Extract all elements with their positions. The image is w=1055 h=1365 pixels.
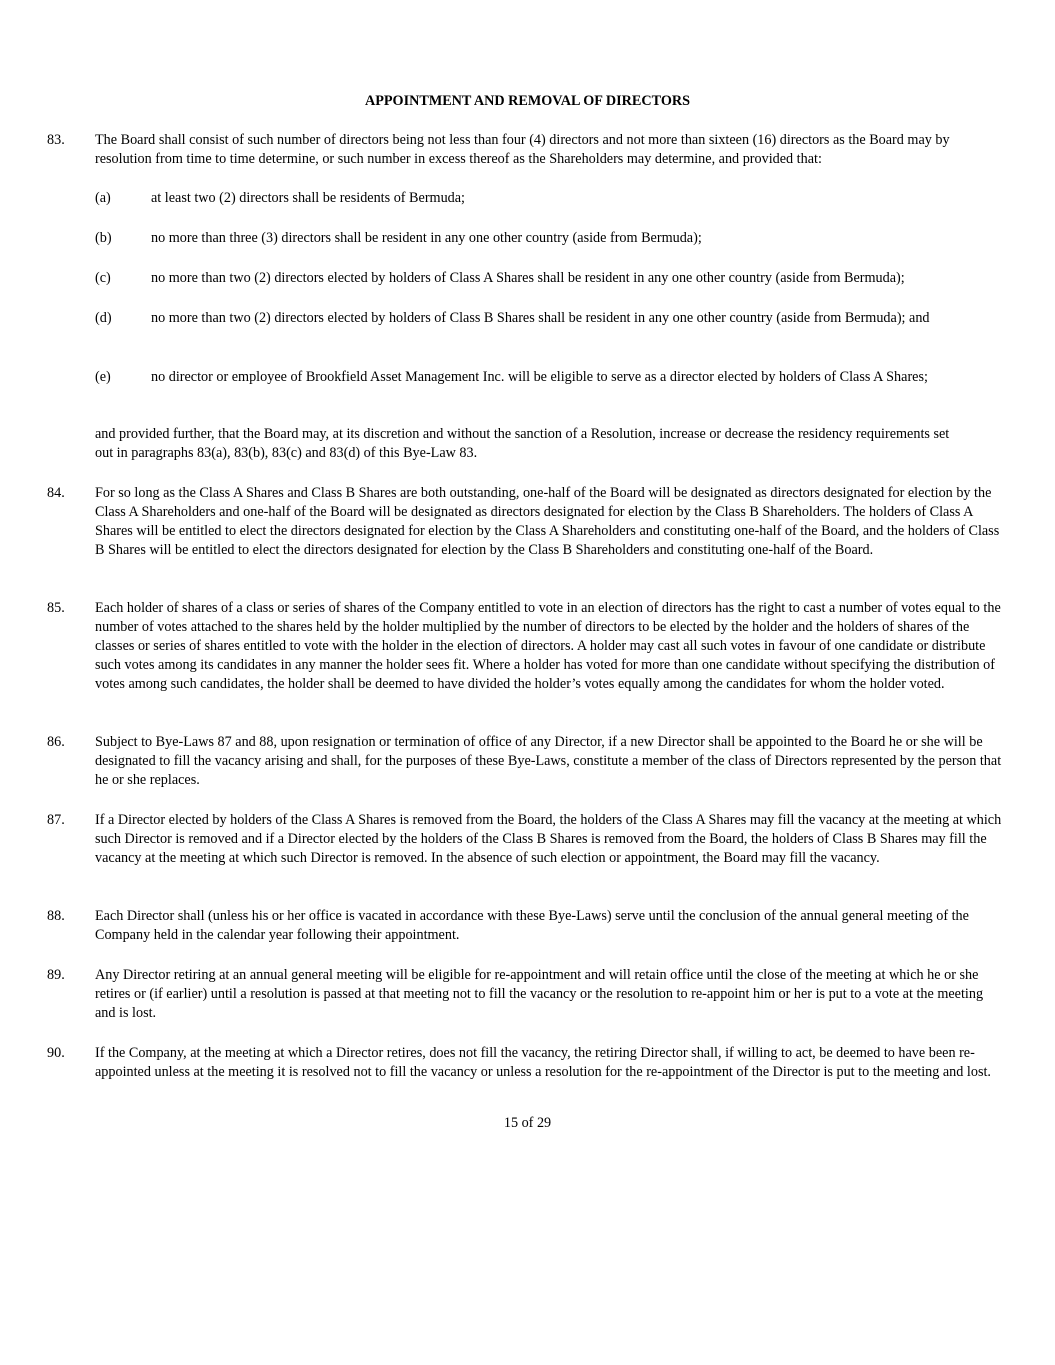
section-text: The Board shall consist of such number of directors being not less than four (4) directors and not more than sixteen (16) directors as the Board may by resolution from time to time determine, or such number in excess thereof as the Shareholders may determine, and provided that: xyxy=(95,132,950,167)
section-number: 83. xyxy=(47,132,65,148)
subsection-text: at least two (2) directors shall be residents of Bermuda; xyxy=(151,190,466,206)
section-number: 88. xyxy=(47,908,65,924)
section-number: 86. xyxy=(47,734,65,750)
section-text: If a Director elected by holders of the Class A Shares is removed from the Board, the holders of the Class A Shares may fill the vacancy at the meeting at which such Director is removed and if a Director elected by the holders of the Class B Shares is removed from the Board, the holders of Class B Shares may fill the vacancy at the meeting at which such Director is removed. In the absence of such election or appointment, the Board may fill the vacancy. xyxy=(95,812,1002,866)
section-90 xyxy=(47,1044,1009,1082)
section-text: Any Director retiring at an annual general meeting will be eligible for re-appointment and will retain office until the close of the meeting at which he or she retires or (if earlier) until a resolution is passed at that meeting not to fill the vacancy or the resolution to re-appoint him or her is put to a vote at the meeting and is lost. xyxy=(95,967,984,1021)
page-title: APPOINTMENT AND REMOVAL OF DIRECTORS xyxy=(364,93,691,109)
section-87 xyxy=(47,811,1009,868)
subsection-label: (d) xyxy=(95,310,112,326)
section-88 xyxy=(47,907,1009,945)
subsection-label: (c) xyxy=(95,270,111,286)
section-number: 87. xyxy=(47,812,65,828)
subsection-83a xyxy=(95,189,1009,208)
subsection-83e xyxy=(95,368,1009,387)
section-85 xyxy=(47,599,1009,694)
section-89 xyxy=(47,966,1009,1023)
section-number: 89. xyxy=(47,967,65,983)
subsection-text: no director or employee of Brookfield Asset Management Inc. will be eligible to serve as a director elected by holders of Class A Shares; xyxy=(151,369,928,385)
section-83-continuation: and provided further, that the Board may, at its discretion and without the sanction of a Resolution, increase or decrease the residency requirements set out in paragraphs 83(a), 83(b), 83(c) and 83(d) of this Bye-Law 83. xyxy=(95,426,950,461)
subsection-text: no more than three (3) directors shall be resident in any one other country (aside from Bermuda); xyxy=(151,230,702,246)
section-83 xyxy=(47,131,1009,169)
subsection-label: (b) xyxy=(95,230,112,246)
section-84 xyxy=(47,484,1009,560)
section-text: Subject to Bye-Laws 87 and 88, upon resignation or termination of office of any Director, if a new Director shall be appointed to the Board he or she will be designated to fill the vacancy arising and shall, for the purposes of these Bye-Laws, constitute a member of the class of Directors represented by the person that he or she replaces. xyxy=(95,734,1002,788)
section-text: For so long as the Class A Shares and Class B Shares are both outstanding, one-half of the Board will be designated as directors designated for election by the Class A Shareholders and one-half of the Board will be designated as directors designated for election by the Class B Shareholders. The holders of Class A Shares will be entitled to elect the directors designated for election by the Class A Shareholders and constituting one-half of the Board, and the holders of Class B Shares will be entitled to elect the directors designated for election by the Class B Shareholders and constituting one-half of the Board. xyxy=(95,485,1000,558)
section-number: 84. xyxy=(47,485,65,501)
subsection-label: (e) xyxy=(95,369,111,385)
page-number: 15 of 29 xyxy=(503,1115,552,1131)
subsection-text: no more than two (2) directors elected by holders of Class A Shares shall be resident in any one other country (aside from Bermuda); xyxy=(151,270,905,286)
subsection-text: no more than two (2) directors elected by holders of Class B Shares shall be resident in any one other country (aside from Bermuda); and xyxy=(151,310,930,326)
subsection-label: (a) xyxy=(95,190,111,206)
subsection-83c xyxy=(95,269,1009,288)
section-text: If the Company, at the meeting at which a Director retires, does not fill the vacancy, the retiring Director shall, if willing to act, be deemed to have been re-appointed unless at the meeting it is resolved not to fill the vacancy or unless a resolution for the re-appointment of the Director is put to the meeting and lost. xyxy=(95,1045,991,1080)
section-86 xyxy=(47,733,1009,790)
section-text: Each Director shall (unless his or her office is vacated in accordance with these Bye-Laws) serve until the conclusion of the annual general meeting of the Company held in the calendar year following their appointment. xyxy=(95,908,969,943)
section-number: 90. xyxy=(47,1045,65,1061)
subsection-83d xyxy=(95,309,1009,328)
section-number: 85. xyxy=(47,600,65,616)
subsection-83b xyxy=(95,229,1009,248)
section-text: Each holder of shares of a class or series of shares of the Company entitled to vote in an election of directors has the right to cast a number of votes equal to the number of votes attached to the shares held by the holder multiplied by the number of directors to be elected by the holder and the holders of shares of the classes or series of shares entitled to vote with the holder in the election of directors. A holder may cast all such votes in favour of one candidate or distribute such votes among its candidates in any manner the holder sees fit. Where a holder has voted for more than one candidate without specifying the distribution of votes among such candidates, the holder shall be deemed to have divided the holder’s votes equally among the candidates for whom the holder voted. xyxy=(95,600,1001,692)
